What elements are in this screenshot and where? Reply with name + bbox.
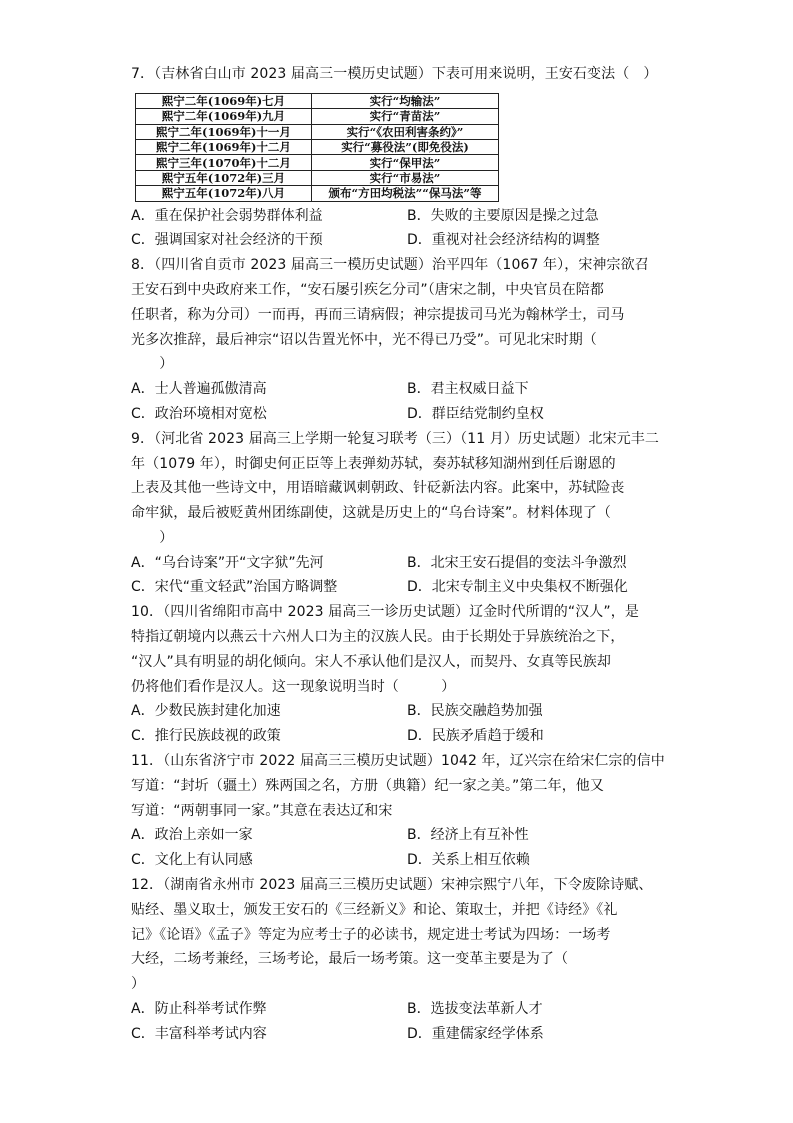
options-row bbox=[131, 402, 664, 427]
question-stem-line: 10．（四川省绵阳市高中 2023 届高三一诊历史试题）辽金时代所谓的“汉人”，是 bbox=[131, 604, 639, 621]
option-a[interactable]: A．士人普遍孤傲清高 bbox=[131, 381, 267, 398]
table-cell-event: 实行“募役法”(即免役法) bbox=[312, 139, 499, 154]
options-row bbox=[131, 699, 664, 724]
option-b[interactable]: B．君主权威日益下 bbox=[407, 381, 529, 398]
table-cell-date: 熙宁三年(1070年)十二月 bbox=[136, 155, 312, 170]
table-row bbox=[136, 124, 499, 139]
reform-timeline-table bbox=[135, 93, 499, 202]
option-d[interactable]: D．群臣结党制约皇权 bbox=[407, 405, 544, 422]
question-11 bbox=[131, 749, 664, 873]
table-cell-date: 熙宁二年(1069年)九月 bbox=[136, 109, 312, 124]
question-stem-line: ） bbox=[131, 356, 174, 373]
options-row bbox=[131, 1022, 664, 1047]
options-row bbox=[131, 823, 664, 848]
options-row bbox=[131, 228, 664, 253]
table-row bbox=[136, 170, 499, 185]
question-stem-line: 记》《论语》《孟子》等定为应考士子的必读书，规定进士考试为四场：一场考 bbox=[131, 926, 611, 943]
options-row bbox=[131, 848, 664, 873]
options-row bbox=[131, 377, 664, 402]
table-cell-date: 熙宁二年(1069年)十一月 bbox=[136, 124, 312, 139]
table-cell-event: 实行“青苗法” bbox=[312, 109, 499, 124]
option-c[interactable]: C．推行民族歧视的政策 bbox=[131, 728, 281, 745]
question-stem-line: 写道：“封圻（疆土）殊两国之名，方册（典籍）纪一家之美。”第二年，他又 bbox=[131, 777, 605, 794]
question-stem-line: 9．（河北省 2023 届高三上学期一轮复习联考（三）（11 月）历史试题）北宋元丰二 bbox=[131, 430, 659, 447]
question-stem-line: ） bbox=[131, 529, 174, 546]
question-stem-line: 贴经、墨义取士，颁发王安石的《三经新义》和论、策取士，并把《诗经》《礼 bbox=[131, 901, 618, 918]
question-stem-line: 光多次推辞，最后神宗“诏以告置光怀中，光不得已乃受”。可见北宋时期（ bbox=[131, 331, 597, 348]
table-cell-event: 实行“均输法” bbox=[312, 93, 499, 108]
question-list bbox=[131, 62, 664, 1047]
option-c[interactable]: C．丰富科举考试内容 bbox=[131, 1025, 267, 1042]
table-row bbox=[136, 186, 499, 201]
question-stem-line: ） bbox=[131, 976, 146, 993]
options-row bbox=[131, 724, 664, 749]
option-d[interactable]: D．重建儒家经学体系 bbox=[407, 1025, 544, 1042]
question-stem-line: 命牢狱，最后被贬黄州团练副使，这就是历史上的“乌台诗案”。材料体现了（ bbox=[131, 505, 612, 522]
option-a[interactable]: A．防止科举考试作弊 bbox=[131, 1001, 267, 1018]
question-12 bbox=[131, 873, 664, 1047]
option-b[interactable]: B．失败的主要原因是操之过急 bbox=[407, 207, 599, 224]
question-stem-line: 大经，二场考兼经，三场考论，最后一场考策。这一变革主要是为了（ bbox=[131, 951, 569, 968]
option-c[interactable]: C．强调国家对社会经济的干预 bbox=[131, 232, 323, 249]
option-d[interactable]: D．关系上相互依赖 bbox=[407, 852, 530, 869]
question-10 bbox=[131, 600, 664, 749]
option-c[interactable]: C．政治环境相对宽松 bbox=[131, 405, 267, 422]
option-d[interactable]: D．重视对社会经济结构的调整 bbox=[407, 232, 600, 249]
question-stem-line: 王安石到中央政府来工作，“安石屡引疾乞分司”（唐宋之制，中央官员在陪都 bbox=[131, 281, 605, 298]
table-row bbox=[136, 155, 499, 170]
options-row bbox=[131, 551, 664, 576]
option-a[interactable]: A．重在保护社会弱势群体利益 bbox=[131, 207, 323, 224]
question-8 bbox=[131, 253, 664, 427]
question-stem-line: 上表及其他一些诗文中，用语暗藏讽刺朝政、针砭新法内容。此案中，苏轼险丧 bbox=[131, 480, 625, 497]
question-stem-line: 11．（山东省济宁市 2022 届高三三模历史试题）1042 年，辽兴宗在给宋仁宗的信中 bbox=[131, 753, 665, 770]
option-b[interactable]: B．北宋王安石提倡的变法斗争激烈 bbox=[407, 554, 627, 571]
question-stem-line: 仍将他们看作是汉人。这一现象说明当时（ ） bbox=[131, 678, 456, 695]
question-stem-line: 8．（四川省自贡市 2023 届高三一模历史试题）治平四年（1067 年），宋神宗欲召 bbox=[131, 257, 649, 274]
question-stem-line: 12．（湖南省永州市 2023 届高三三模历史试题）宋神宗熙宁八年，下令废除诗赋、 bbox=[131, 877, 653, 894]
question-stem-line: 年（1079 年），时御史何正臣等上表弹劾苏轼，奏苏轼移知湖州到任后谢恩的 bbox=[131, 455, 616, 472]
table-cell-date: 熙宁五年(1072年)三月 bbox=[136, 170, 312, 185]
table-cell-event: 颁布“方田均税法”“保马法”等 bbox=[312, 186, 499, 201]
table-cell-event: 实行“市易法” bbox=[312, 170, 499, 185]
question-stem-line: 特指辽朝境内以燕云十六州人口为主的汉族人民。由于长期处于异族统治之下， bbox=[131, 629, 625, 646]
option-c[interactable]: C．宋代“重文轻武”治国方略调整 bbox=[131, 579, 338, 596]
options-row bbox=[131, 997, 664, 1022]
option-a[interactable]: A．政治上亲如一家 bbox=[131, 827, 253, 844]
table-row bbox=[136, 93, 499, 108]
option-b[interactable]: B．经济上有互补性 bbox=[407, 827, 529, 844]
question-stem-line: 任职者，称为分司）一而再，再而三请病假；神宗提拔司马光为翰林学士，司马 bbox=[131, 306, 625, 323]
table-cell-event: 实行“《农田利害条约》” bbox=[312, 124, 499, 139]
option-c[interactable]: C．文化上有认同感 bbox=[131, 852, 253, 869]
question-9 bbox=[131, 427, 664, 601]
table-cell-date: 熙宁二年(1069年)七月 bbox=[136, 93, 312, 108]
table-cell-date: 熙宁二年(1069年)十二月 bbox=[136, 139, 312, 154]
question-7 bbox=[131, 62, 664, 253]
options-row bbox=[131, 575, 664, 600]
options-row bbox=[131, 204, 664, 229]
table-cell-event: 实行“保甲法” bbox=[312, 155, 499, 170]
option-d[interactable]: D．北宋专制主义中央集权不断强化 bbox=[407, 579, 628, 596]
option-a[interactable]: A．“乌台诗案”开“文字狱”先河 bbox=[131, 554, 324, 571]
option-a[interactable]: A．少数民族封建化加速 bbox=[131, 703, 281, 720]
question-stem-line: 写道：“两朝事同一家。”其意在表达辽和宋 bbox=[131, 802, 393, 819]
question-stem-line: 7．（吉林省白山市 2023 届高三一模历史试题）下表可用来说明，王安石变法（ ） bbox=[131, 66, 658, 82]
option-d[interactable]: D．民族矛盾趋于缓和 bbox=[407, 728, 544, 745]
option-b[interactable]: B．选拔变法革新人才 bbox=[407, 1001, 543, 1018]
table-cell-date: 熙宁五年(1072年)八月 bbox=[136, 186, 312, 201]
table-row bbox=[136, 139, 499, 154]
table-row bbox=[136, 109, 499, 124]
option-b[interactable]: B．民族交融趋势加强 bbox=[407, 703, 543, 720]
question-stem-line: “汉人”具有明显的胡化倾向。宋人不承认他们是汉人，而契丹、女真等民族却 bbox=[131, 653, 612, 670]
